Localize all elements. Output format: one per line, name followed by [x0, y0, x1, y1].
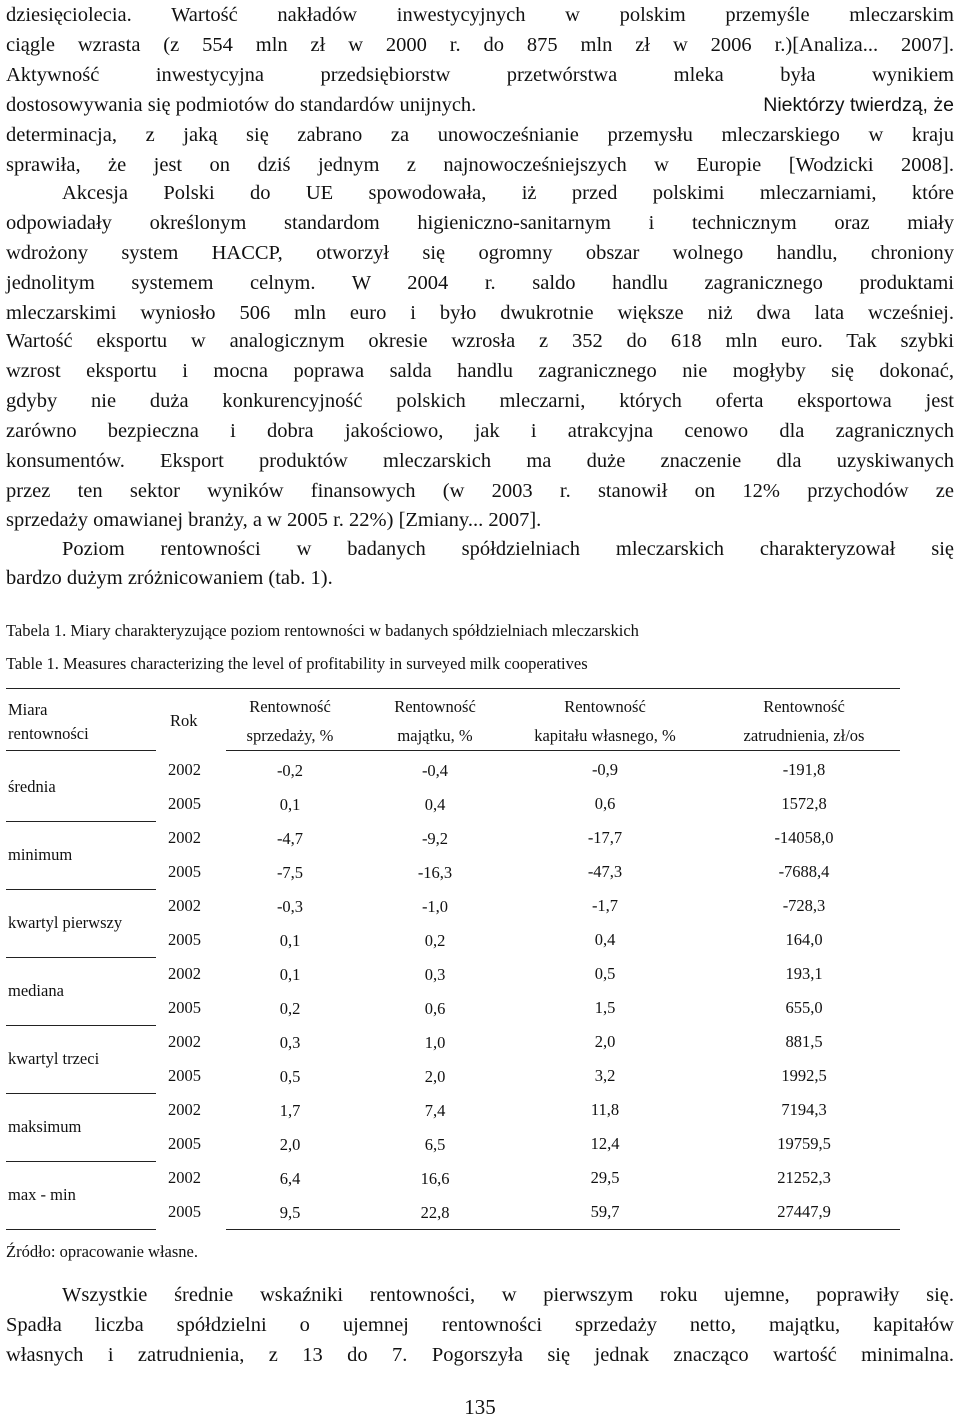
year-cell: 2005 [168, 1202, 201, 1221]
value-cell: 7194,3 [781, 1100, 827, 1119]
text-line: konsumentów. Eksport produktów mleczarskich ma duże znaczenie dla uzyskiwanych [6, 450, 954, 472]
value-cell: -0,9 [591, 760, 619, 779]
source-note: Źródło: opracowanie własne. [6, 1242, 198, 1261]
header-assets: Rentowność [394, 697, 476, 716]
header-employment: zatrudnienia, zł/os [743, 726, 865, 745]
text-line: gdyby nie duża konkurencyjność polskich mleczarni, których oferta eksportowa jest [6, 390, 954, 412]
value-cell: -17,7 [587, 828, 623, 847]
text-line [6, 90, 954, 120]
value-cell: 1572,8 [781, 794, 827, 813]
measure-label: mediana [8, 981, 64, 1000]
value-cell: 19759,5 [777, 1134, 831, 1153]
year-cell: 2002 [168, 1168, 201, 1187]
value-cell: 3,2 [594, 1066, 616, 1085]
table-caption-pl: Tabela 1. Miary charakteryzujące poziom rentowności w badanych spółdzielniach mleczarskich [6, 621, 639, 640]
year-cell: 2005 [168, 794, 201, 813]
value-cell: -16,3 [417, 863, 453, 882]
value-cell: 9,5 [279, 1203, 301, 1222]
year-cell: 2005 [168, 998, 201, 1017]
group-rule [6, 889, 156, 890]
value-cell: 21252,3 [777, 1168, 831, 1187]
value-cell: 0,3 [279, 1033, 301, 1052]
header-sales: sprzedaży, % [246, 726, 334, 745]
year-cell: 2005 [168, 1134, 201, 1153]
value-cell: -191,8 [782, 760, 826, 779]
value-cell: 655,0 [785, 998, 823, 1017]
value-cell: -47,3 [587, 862, 623, 881]
value-cell: 0,2 [279, 999, 301, 1018]
value-cell: 11,8 [590, 1100, 620, 1119]
value-cell: -1,7 [591, 896, 619, 915]
text-line: wzrost eksportu i mocna poprawa salda handlu zagranicznego nie mogłyby się dokonać, [6, 360, 954, 382]
value-cell: 7,4 [424, 1101, 446, 1120]
value-cell: -0,2 [276, 761, 304, 780]
value-cell: 0,6 [424, 999, 446, 1018]
value-cell: 0,4 [594, 930, 616, 949]
table-top-rule [6, 688, 900, 689]
value-cell: -4,7 [276, 829, 304, 848]
value-cell: 6,4 [279, 1169, 301, 1188]
table-caption-en: Table 1. Measures characterizing the level of profitability in surveyed milk cooperatives [6, 654, 588, 673]
value-cell: 0,5 [279, 1067, 301, 1086]
group-rule [6, 1229, 156, 1230]
text-line: sprzedaży omawianej branży, a w 2005 r. 22%) [Zmiany... 2007]. [6, 509, 542, 531]
group-rule [6, 821, 156, 822]
text-line: przez ten sektor wyników finansowych (w 2003 r. stanowił on 12% przychodów ze [6, 480, 954, 502]
group-rule [6, 1025, 156, 1026]
value-cell: 29,5 [590, 1168, 620, 1187]
header-year: Rok [170, 711, 198, 730]
text-line: ciągle wzrasta (z 554 mln zł w 2000 r. do 875 mln zł w 2006 r.)[Analiza... 2007]. [6, 34, 954, 56]
value-cell: 27447,9 [777, 1202, 831, 1221]
value-cell: 22,8 [420, 1203, 450, 1222]
value-cell: -14058,0 [774, 828, 834, 847]
value-cell: 0,1 [279, 795, 301, 814]
text-line: wdrożony system HACCP, otworzył się ogromny obszar wolnego handlu, chroniony [6, 242, 954, 264]
value-cell: 2,0 [279, 1135, 301, 1154]
text-line: determinacja, z jaką się zabrano za unowocześnianie przemysłu mleczarskiego w kraju [6, 124, 954, 146]
value-cell: 1,5 [594, 998, 616, 1017]
measure-label: minimum [8, 845, 73, 864]
text-line: Wszystkie średnie wskaźniki rentowności, w pierwszym roku ujemne, poprawiły się. [62, 1284, 954, 1306]
value-cell: 0,2 [424, 931, 446, 950]
group-rule [6, 1161, 156, 1162]
year-cell: 2002 [168, 828, 201, 847]
header-rule [226, 750, 900, 751]
value-cell: -0,4 [421, 761, 449, 780]
value-cell: 0,6 [594, 794, 616, 813]
measure-label: średnia [8, 777, 56, 796]
value-cell: 59,7 [590, 1202, 620, 1221]
year-cell: 2002 [168, 1032, 201, 1051]
value-cell: -1,0 [421, 897, 449, 916]
text-line: Poziom rentowności w badanych spółdzielniach mleczarskich charakteryzował się [62, 538, 954, 560]
year-cell: 2002 [168, 896, 201, 915]
value-cell: 6,5 [424, 1135, 446, 1154]
value-cell: 2,0 [424, 1067, 446, 1086]
text-line: jednolitym systemem celnym. W 2004 r. saldo handlu zagranicznego produktami [6, 272, 954, 294]
value-cell: 1992,5 [781, 1066, 827, 1085]
text-line: zarówno bezpieczna i dobra jakościowo, jak i atrakcyjna cenowo dla zagranicznych [6, 420, 954, 442]
text-line: Aktywność inwestycyjna przedsiębiorstw przetwórstwa mleka była wynikiem [6, 64, 954, 86]
value-cell: 0,1 [279, 965, 301, 984]
value-cell: 0,4 [424, 795, 446, 814]
value-cell: 1,0 [424, 1033, 446, 1052]
text-line: mleczarskimi wyniosło 506 mln euro i było dwukrotnie większe niż dwa lata wcześniej. [6, 302, 954, 324]
group-rule [6, 1093, 156, 1094]
value-cell: -7688,4 [778, 862, 830, 881]
header-measure: Miara [8, 700, 48, 719]
header-equity: kapitału własnego, % [534, 726, 676, 745]
text-segment: dostosowywania się podmiotów do standardów unijnych. [6, 94, 477, 116]
year-cell: 2002 [168, 964, 201, 983]
header-equity: Rentowność [564, 697, 646, 716]
value-cell: 0,5 [594, 964, 616, 983]
group-rule [6, 957, 156, 958]
year-cell: 2005 [168, 1066, 201, 1085]
value-cell: 0,1 [279, 931, 301, 950]
header-rule [6, 750, 156, 751]
text-line: Spadła liczba spółdzielni o ujemnej rentowności sprzedaży netto, majątku, kapitałów [6, 1314, 954, 1336]
text-segment-sans: Niektórzy twierdzą, że [763, 94, 954, 116]
measure-label: kwartyl pierwszy [8, 913, 123, 932]
value-cell: 1,7 [279, 1101, 301, 1120]
value-cell: 164,0 [785, 930, 823, 949]
page-number: 135 [464, 1395, 496, 1419]
text-line: Wartość eksportu w analogicznym okresie wzrosła z 352 do 618 mln euro. Tak szybki [6, 330, 954, 352]
value-cell: -0,3 [276, 897, 304, 916]
header-sales: Rentowność [249, 697, 331, 716]
year-cell: 2005 [168, 862, 201, 881]
text-line: odpowiadały określonym standardom higieniczno-sanitarnym i technicznym oraz miały [6, 212, 954, 234]
value-cell: -7,5 [276, 863, 304, 882]
text-line: sprawiła, że jest on dziś jednym z najnowocześniejszych w Europie [Wodzicki 2008]. [6, 154, 954, 176]
year-cell: 2005 [168, 930, 201, 949]
value-cell: 12,4 [590, 1134, 620, 1153]
text-line: dziesięciolecia. Wartość nakładów inwestycyjnych w polskim przemyśle mleczarskim [6, 4, 954, 26]
header-employment: Rentowność [763, 697, 845, 716]
measure-label: kwartyl trzeci [8, 1049, 100, 1068]
value-cell: 2,0 [594, 1032, 616, 1051]
text-line: bardzo dużym zróżnicowaniem (tab. 1). [6, 567, 333, 589]
value-cell: 881,5 [785, 1032, 823, 1051]
value-cell: 16,6 [420, 1169, 450, 1188]
measure-label: maksimum [8, 1117, 82, 1136]
value-cell: -9,2 [421, 829, 449, 848]
header-assets: majątku, % [397, 726, 473, 745]
value-cell: 0,3 [424, 965, 446, 984]
text-line: Akcesja Polski do UE spowodowała, iż przed polskimi mleczarniami, które [62, 182, 954, 204]
year-cell: 2002 [168, 760, 201, 779]
measure-label: max - min [8, 1185, 76, 1204]
text-line: własnych i zatrudnienia, z 13 do 7. Pogorszyła się jednak znacząco wartość minimalna. [6, 1344, 954, 1366]
value-cell: 193,1 [785, 964, 823, 983]
value-cell: -728,3 [782, 896, 826, 915]
table-bottom-rule [226, 1229, 900, 1230]
year-cell: 2002 [168, 1100, 201, 1119]
header-measure: rentowności [8, 724, 89, 743]
